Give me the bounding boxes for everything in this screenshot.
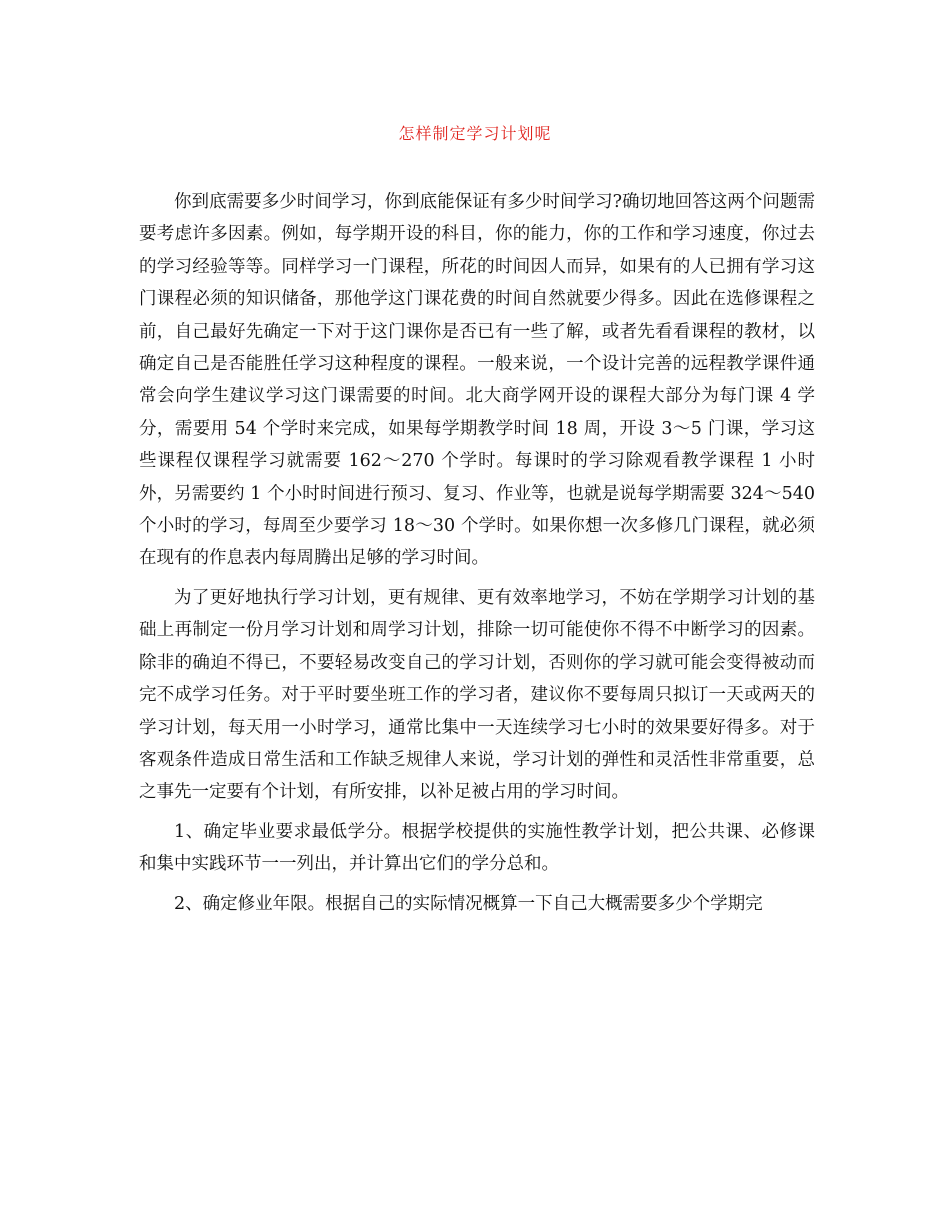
document-title: 怎样制定学习计划呢	[398, 124, 552, 143]
paragraph-3: 1、确定毕业要求最低学分。根据学校提供的实施性教学计划，把公共课、必修课和集中实践环节一一列出，并计算出它们的学分总和。	[139, 821, 815, 875]
paragraph-1: 你到底需要多少时间学习，你到底能保证有多少时间学习?确切地回答这两个问题需要考虑许多因素。例如，每学期开设的科目，你的能力，你的工作和学习速度，你过去的学习经验等等。同样学习一门课程，所花的时间因人而异，如果有的人已拥有学习这门课程必须的知识储备，那他学这门课花费的时间自然就要少得多。因此在选修课程之前，自己最好先确定一下对于这门课你是否已有一些了解，或者先看看课程的教材，以确定自己是否能胜任学习这种程度的课程。一般来说，一个设计完善的远程教学课件通常会向学生建议学习这门课需要的时间。北大商学网开设的课程大部分为每门课 4 学分，需要用 54 个学时来完成，如果每学期教学时间 18 周，开设 3～5 门课，学习这些课程仅课程学习就需要 162～270 个学时。每课时的学习除观看教学课程 1 小时外，另需要约 1 个小时时间进行预习、复习、作业等，也就是说每学期需要 324～540 个小时的学习，每周至少要学习 18～30 个学时。如果你想一次多修几门课程，就必须在现有的作息表内每周腾出足够的学习时间。	[139, 192, 815, 569]
paragraph-2: 为了更好地执行学习计划，更有规律、更有效率地学习，不妨在学期学习计划的基础上再制定一份月学习计划和周学习计划，排除一切可能使你不得不中断学习的因素。除非的确迫不得已，不要轻易改变自己的学习计划，否则你的学习就可能会变得被动而完不成学习任务。对于平时要坐班工作的学习者，建议你不要每周只拟订一天或两天的学习计划，每天用一小时学习，通常比集中一天连续学习七小时的效果要好得多。对于客观条件造成日常生活和工作缺乏规律人来说，学习计划的弹性和灵活性非常重要，总之事先一定要有个计划，有所安排，以补足被占用的学习时间。	[139, 587, 815, 803]
document-body	[139, 186, 815, 927]
paragraph-4: 2、确定修业年限。根据自己的实际情况概算一下自己大概需要多少个学期完	[174, 893, 763, 914]
